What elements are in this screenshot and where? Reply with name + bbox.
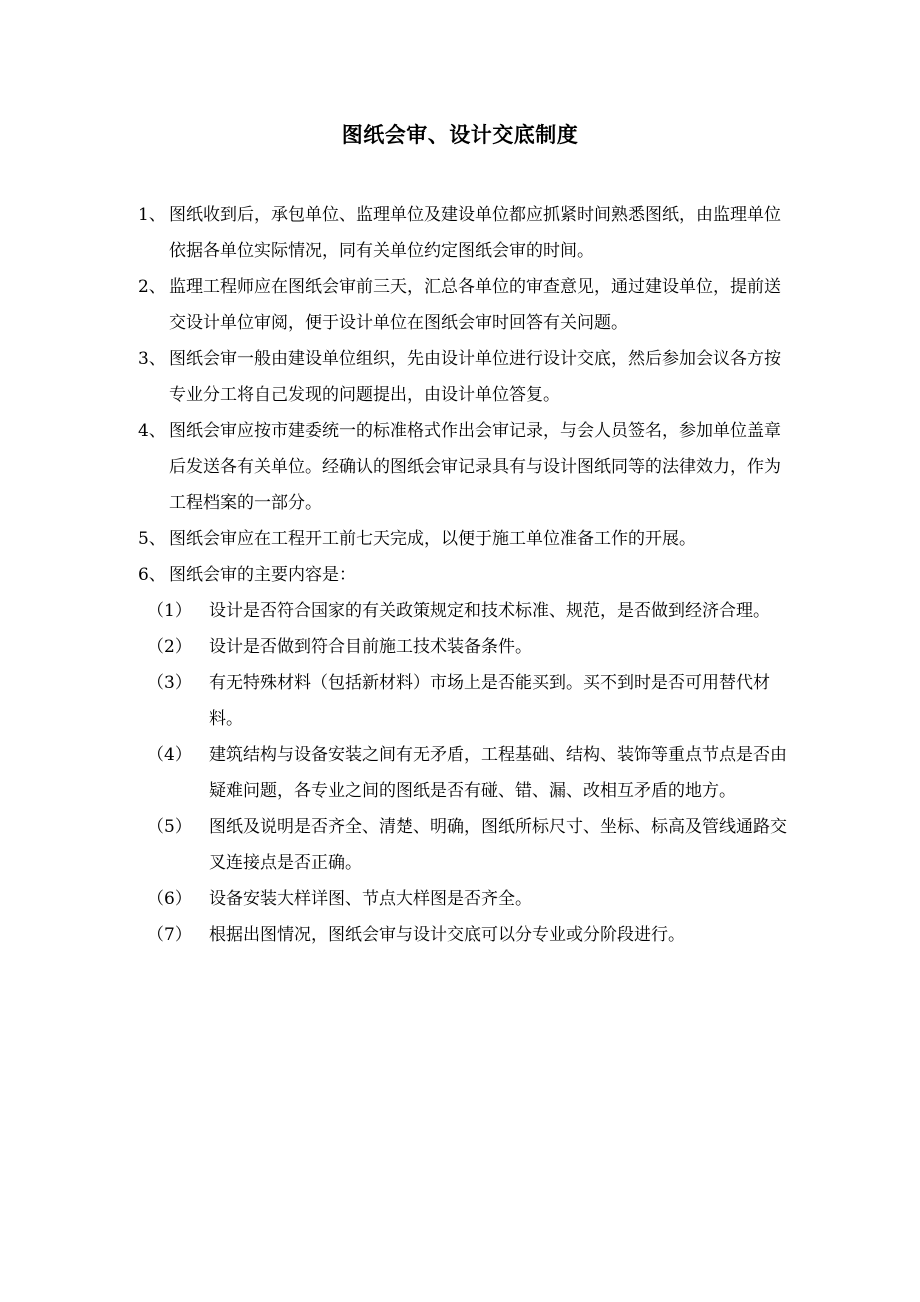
rules-list <box>138 197 788 953</box>
rule-text: 图纸收到后，承包单位、监理单位及建设单位都应抓紧时间熟悉图纸，由监理单位依据各单位实际情况，同有关单位约定图纸会审的时间。 <box>169 205 781 261</box>
sub-item-text: 根据出图情况，图纸会审与设计交底可以分专业或分阶段进行。 <box>209 925 685 945</box>
rule-item-6 <box>138 557 788 593</box>
rule-number: 6、 <box>138 565 166 585</box>
rule-text: 监理工程师应在图纸会审前三天，汇总各单位的审查意见，通过建设单位，提前送交设计单位审阅，便于设计单位在图纸会审时回答有关问题。 <box>169 277 781 333</box>
sub-item-2 <box>147 629 788 665</box>
sub-item-number: （1） <box>147 601 192 621</box>
rule-number: 3、 <box>138 349 166 369</box>
sub-item-number: （5） <box>147 817 192 837</box>
sub-item-text: 图纸及说明是否齐全、清楚、明确，图纸所标尺寸、坐标、标高及管线通路交叉连接点是否正确。 <box>209 817 787 873</box>
sub-item-text: 建筑结构与设备安装之间有无矛盾，工程基础、结构、装饰等重点节点是否由疑难问题，各专业之间的图纸是否有碰、错、漏、改相互矛盾的地方。 <box>209 745 787 801</box>
sub-item-6 <box>147 881 788 917</box>
rule-item-3 <box>138 341 788 413</box>
sub-item-7 <box>147 917 788 953</box>
rule-text: 图纸会审一般由建设单位组织，先由设计单位进行设计交底，然后参加会议各方按专业分工将自己发现的问题提出，由设计单位答复。 <box>169 349 781 405</box>
rule-item-4 <box>138 413 788 521</box>
document-title: 图纸会审、设计交底制度 <box>341 122 579 147</box>
rule-text: 图纸会审应在工程开工前七天完成，以便于施工单位准备工作的开展。 <box>169 529 696 549</box>
sub-item-text: 设计是否符合国家的有关政策规定和技术标准、规范，是否做到经济合理。 <box>209 601 770 621</box>
sub-item-1 <box>147 593 788 629</box>
sub-item-number: （3） <box>147 673 192 693</box>
rule-number: 2、 <box>138 277 166 297</box>
sub-item-5 <box>147 809 788 881</box>
rule-text: 图纸会审的主要内容是： <box>169 565 356 585</box>
sub-item-text: 设备安装大样详图、节点大样图是否齐全。 <box>209 889 532 909</box>
rule-item-2 <box>138 269 788 341</box>
sub-item-number: （2） <box>147 637 192 657</box>
sub-item-text: 有无特殊材料（包括新材料）市场上是否能买到。买不到时是否可用替代材料。 <box>209 673 770 729</box>
rule-item-1 <box>138 197 788 269</box>
sub-item-number: （6） <box>147 889 192 909</box>
review-contents-list <box>147 593 788 953</box>
sub-item-number: （7） <box>147 925 192 945</box>
sub-item-text: 设计是否做到符合目前施工技术装备条件。 <box>209 637 532 657</box>
rule-number: 4、 <box>138 421 166 441</box>
rule-text: 图纸会审应按市建委统一的标准格式作出会审记录，与会人员签名，参加单位盖章后发送各有关单位。经确认的图纸会审记录具有与设计图纸同等的法律效力，作为工程档案的一部分。 <box>169 421 781 513</box>
rule-item-5 <box>138 521 788 557</box>
rule-number: 5、 <box>138 529 166 549</box>
rule-number: 1、 <box>138 205 166 225</box>
sub-item-number: （4） <box>147 745 192 765</box>
sub-item-4 <box>147 737 788 809</box>
sub-item-3 <box>147 665 788 737</box>
